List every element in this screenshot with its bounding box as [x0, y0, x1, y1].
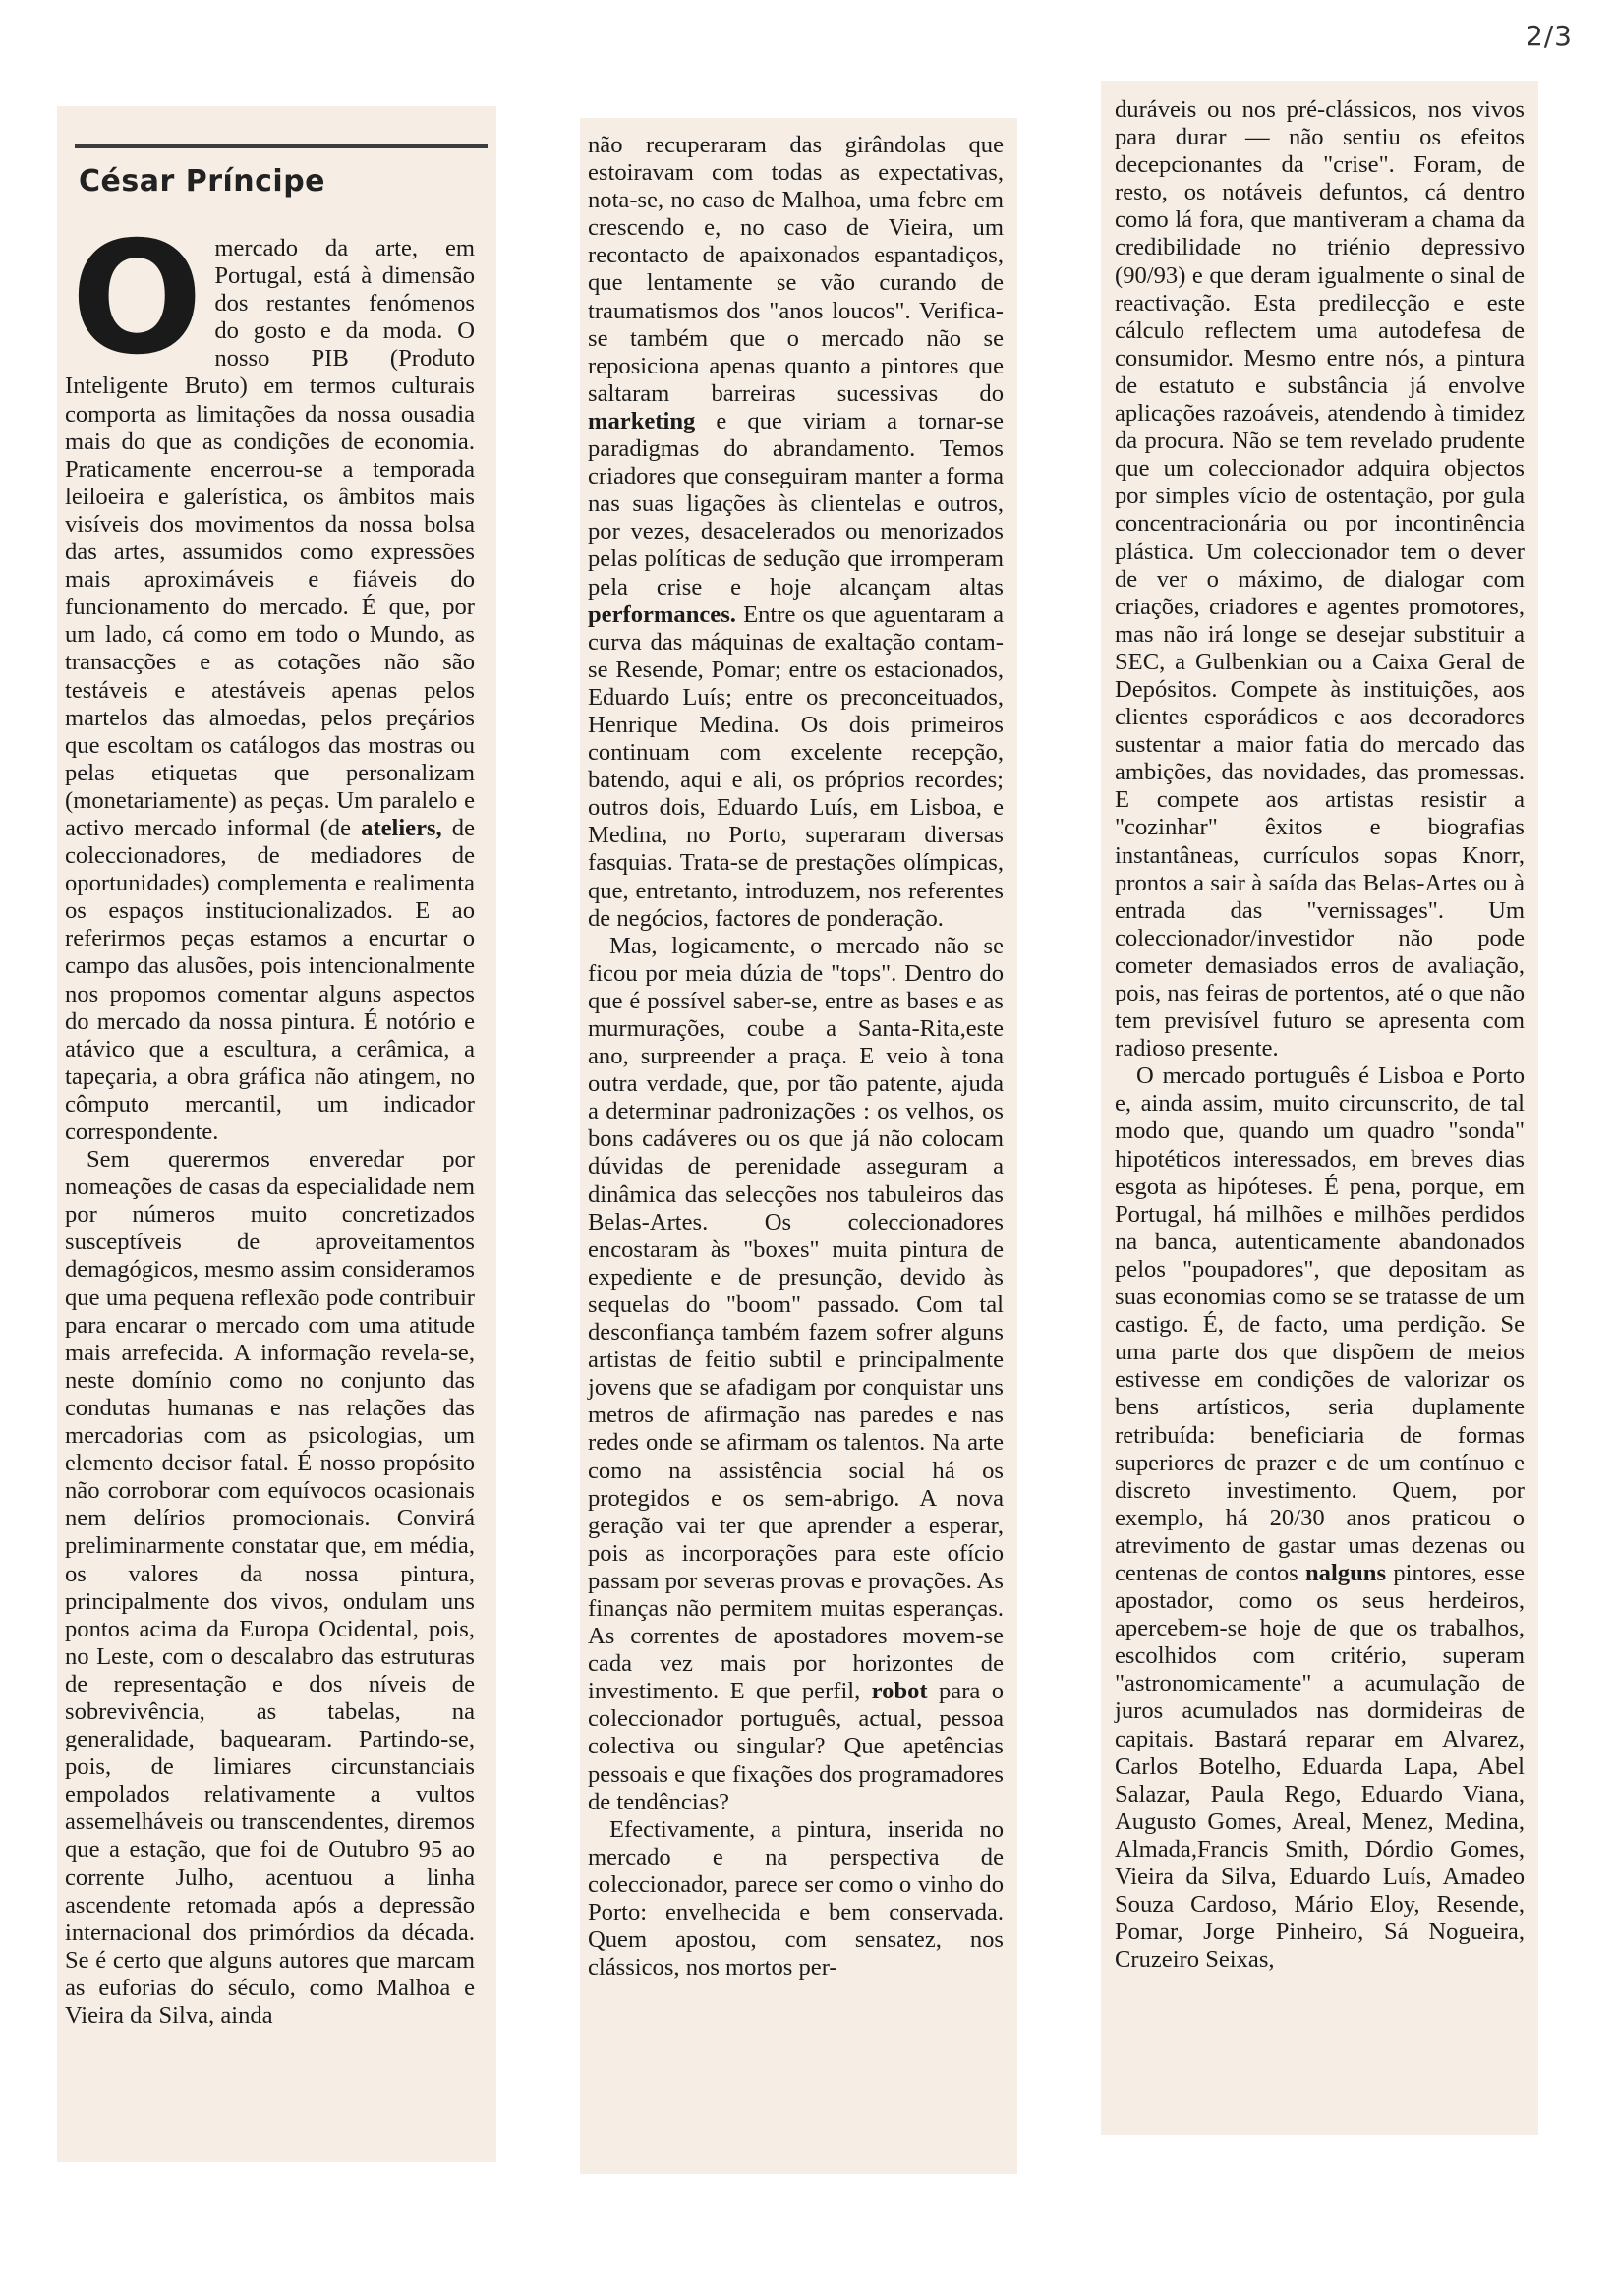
- article-column-2: [580, 118, 1017, 2174]
- author-byline: César Príncipe: [79, 164, 326, 199]
- page-number: 2/3: [1525, 20, 1573, 52]
- paragraph: Efectivamente, a pintura, inserida no mercado e na perspectiva de coleccionador, parece ser como o vinho do Porto: envelhecida e bem conservada. Quem apostou, com sensatez, nos clássicos, nos mortos per-: [588, 1815, 1004, 1981]
- paragraph: Sem querermos enveredar por nomeações de casas da especialidade nem por números muito concretizados susceptíveis de aproveitamentos demagógicos, mesmo assim consideramos que uma pequena reflexão pode contribuir para encarar o mercado com uma atitude mais arrefecida. A informação revela-se, neste domínio como no conjunto das condutas humanas e nas relações das mercadorias com as psicologias, um elemento decisor fatal. É nosso propósito não corroborar com equívocos ocasionais nem delírios promocionais. Convirá preliminarmente constatar que, em média, os valores da nossa pintura, principalmente dos vivos, ondulam uns pontos acima da Europa Ocidental, pois, no Leste, com o descalabro das estruturas de representação e dos níveis de sobrevivência, as tabelas, na generalidade, baquearam. Partindo-se, pois, de limiares circunstanciais empolados relativamente a vultos assemelháveis ou transcendentes, diremos que a estação, que foi de Outubro 95 ao corrente Julho, acentuou a linha ascendente retomada após a depressão internacional dos primórdios da década. Se é certo que alguns autores que marcam as euforias do século, como Malhoa e Vieira da Silva, ainda: [65, 1146, 475, 2029]
- paragraph: não recuperaram das girândolas que estoiravam com todas as expectativas, nota-se, no caso de Malhoa, uma febre em crescendo e, no caso de Vieira, um recontacto de apaixonados espantadiços, que lentamente se vão curando de traumatismos dos "anos loucos". Verifica-se também que o mercado não se reposiciona apenas quanto a pintores que saltaram barreiras sucessivas do marketing e que viriam a tornar-se paradigmas do abrandamento. Temos criadores que conseguiram manter a forma nas suas ligações às clientelas e outros, por vezes, desacelerados ou menorizados pelas políticas de sedução que irromperam pela crise e hoje alcançam altas performances. Entre os que aguentaram a curva das máquinas de exaltação contam-se Resende, Pomar; entre os estacionados, Eduardo Luís; entre os preconceituados, Henrique Medina. Os dois primeiros continuam com excelente recepção, batendo, aqui e ali, os próprios recordes; outros dois, Eduardo Luís, em Lisboa, e Medina, no Porto, superaram diversas fasquias. Trata-se de prestações olímpicas, que, entretanto, introduzem, nos referentes de negócios, factores de ponderação.: [588, 132, 1004, 932]
- paragraph: Omercado da arte, em Portugal, está à dimensão dos restantes fenómenos do gosto e da moda. O nosso PIB (Produto Inteligente Bruto) em termos culturais comporta as limitações da nossa ousadia mais do que as condições de economia. Praticamente encerrou-se a temporada leiloeira e galerística, os âmbitos mais visíveis dos movimentos da nossa bolsa das artes, assumidos como expressões mais aproximáveis e fiáveis do funcionamento do mercado. É que, por um lado, cá como em todo o Mundo, as transacções e as cotações não são testáveis e atestáveis apenas pelos martelos das almoedas, pelos preçários que escoltam os catálogos das mostras ou pelas etiquetas que personalizam (monetariamente) as peças. Um paralelo e activo mercado informal (de ateliers, de coleccionadores, de mediadores de oportunidades) complementa e realimenta os espaços institucionalizados. E ao referirmos peças estamos a encurtar o campo das alusões, pois intencionalmente nos propomos comentar alguns aspectos do mercado da nossa pintura. É notório e atávico que a escultura, a cerâmica, a tapeçaria, a obra gráfica não atingem, no cômputo mercantil, um indicador correspondente.: [65, 208, 475, 1145]
- byline-rule: [75, 144, 488, 148]
- drop-cap: O: [71, 208, 203, 389]
- paragraph: duráveis ou nos pré-clássicos, nos vivos para durar — não sentiu os efeitos decepcionantes da "crise". Foram, de resto, os notáveis defuntos, cá dentro como lá fora, que mantiveram a chama da credibilidade no triénio depressivo (90/93) e que deram igualmente o sinal de reactivação. Esta predilecção e este cálculo reflectem uma autodefesa de consumidor. Mesmo entre nós, a pintura de estatuto e substância já envolve aplicações razoáveis, atendendo à timidez da procura. Não se tem revelado prudente que um coleccionador adquira objectos por simples vício de ostentação, por gula concentracionária ou por incontinência plástica. Um coleccionador tem o dever de ver o máximo, de dialogar com criações, criadores e agentes promotores, mas não irá longe se desejar substituir a SEC, a Gulbenkian ou a Caixa Geral de Depósitos. Compete às instituições, aos clientes esporádicos e aos decoradores sustentar a maior fatia do mercado das ambições, das novidades, das promessas. E compete aos artistas resistir a "cozinhar" êxitos e biografias instantâneas, currículos sopas Knorr, prontos a sair à saída das Belas-Artes ou à entrada das "vernissages". Um coleccionador/investidor não pode cometer demasiados erros de avaliação, pois, nas feiras de portentos, até o que não tem previsível futuro se apresenta com radioso presente.: [1115, 96, 1525, 1062]
- article-column-1: [57, 106, 496, 2162]
- paragraph: O mercado português é Lisboa e Porto e, ainda assim, muito circunscrito, de tal modo que, quando um quadro "sonda" hipotéticos interessados, em breves dias esgota as hipóteses. É pena, porque, em Portugal, há milhões e milhões perdidos na banca, autenticamente abandonados pelos "poupadores", que depositam as suas economias como se se tratasse de um castigo. É, de facto, uma perdição. Se uma parte dos que dispõem de meios estivesse em condições de valorizar os bens artísticos, seria duplamente retribuída: beneficiaria de formas superiores de prazer e de um contínuo e discreto investimento. Quem, por exemplo, há 20/30 anos praticou o atrevimento de gastar umas dezenas ou centenas de contos nalguns pintores, esse apostador, como os seus herdeiros, apercebem-se hoje de que os trabalhos, escolhidos com critério, superam "astronomicamente" a acumulação de juros acumulados nas dormideiras de capitais. Bastará reparar em Alvarez, Carlos Botelho, Eduarda Lapa, Abel Salazar, Paula Rego, Eduardo Viana, Augusto Gomes, Areal, Menez, Medina, Almada,Francis Smith, Dórdio Gomes, Vieira da Silva, Eduardo Luís, Amadeo Souza Cardoso, Mário Eloy, Resende, Pomar, Jorge Pinheiro, Sá Nogueira, Cruzeiro Seixas,: [1115, 1062, 1525, 1974]
- article-column-3: [1101, 81, 1538, 2135]
- paragraph: Mas, logicamente, o mercado não se ficou por meia dúzia de "tops". Dentro do que é possível saber-se, entre as bases e as murmurações, coube a Santa-Rita,este ano, surpreender a praça. E veio à tona outra verdade, que, por tão patente, ajuda a determinar padronizações : os velhos, os bons cadáveres ou os que já não colocam dúvidas de perenidade asseguram a dinâmica das selecções nos tabuleiros das Belas-Artes. Os coleccionadores encostaram às "boxes" muita pintura de expediente e de presunção, devido às sequelas do "boom" passado. Com tal desconfiança também fazem sofrer alguns artistas de feitio subtil e principalmente jovens que se afadigam por conquistar uns metros de afirmação nas paredes e nas redes onde se afirmam os talentos. Na arte como na assistência social há os protegidos e os sem-abrigo. A nova geração vai ter que aprender a esperar, pois as incorporações para este ofício passam por severas provas e provações. As finanças não permitem muitas esperanças. As correntes de apostadores movem-se cada vez mais por horizontes de investimento. E que perfil, robot para o coleccionador português, actual, pessoa colectiva ou singular? Que apetências pessoais e que fixações dos programadores de tendências?: [588, 932, 1004, 1815]
